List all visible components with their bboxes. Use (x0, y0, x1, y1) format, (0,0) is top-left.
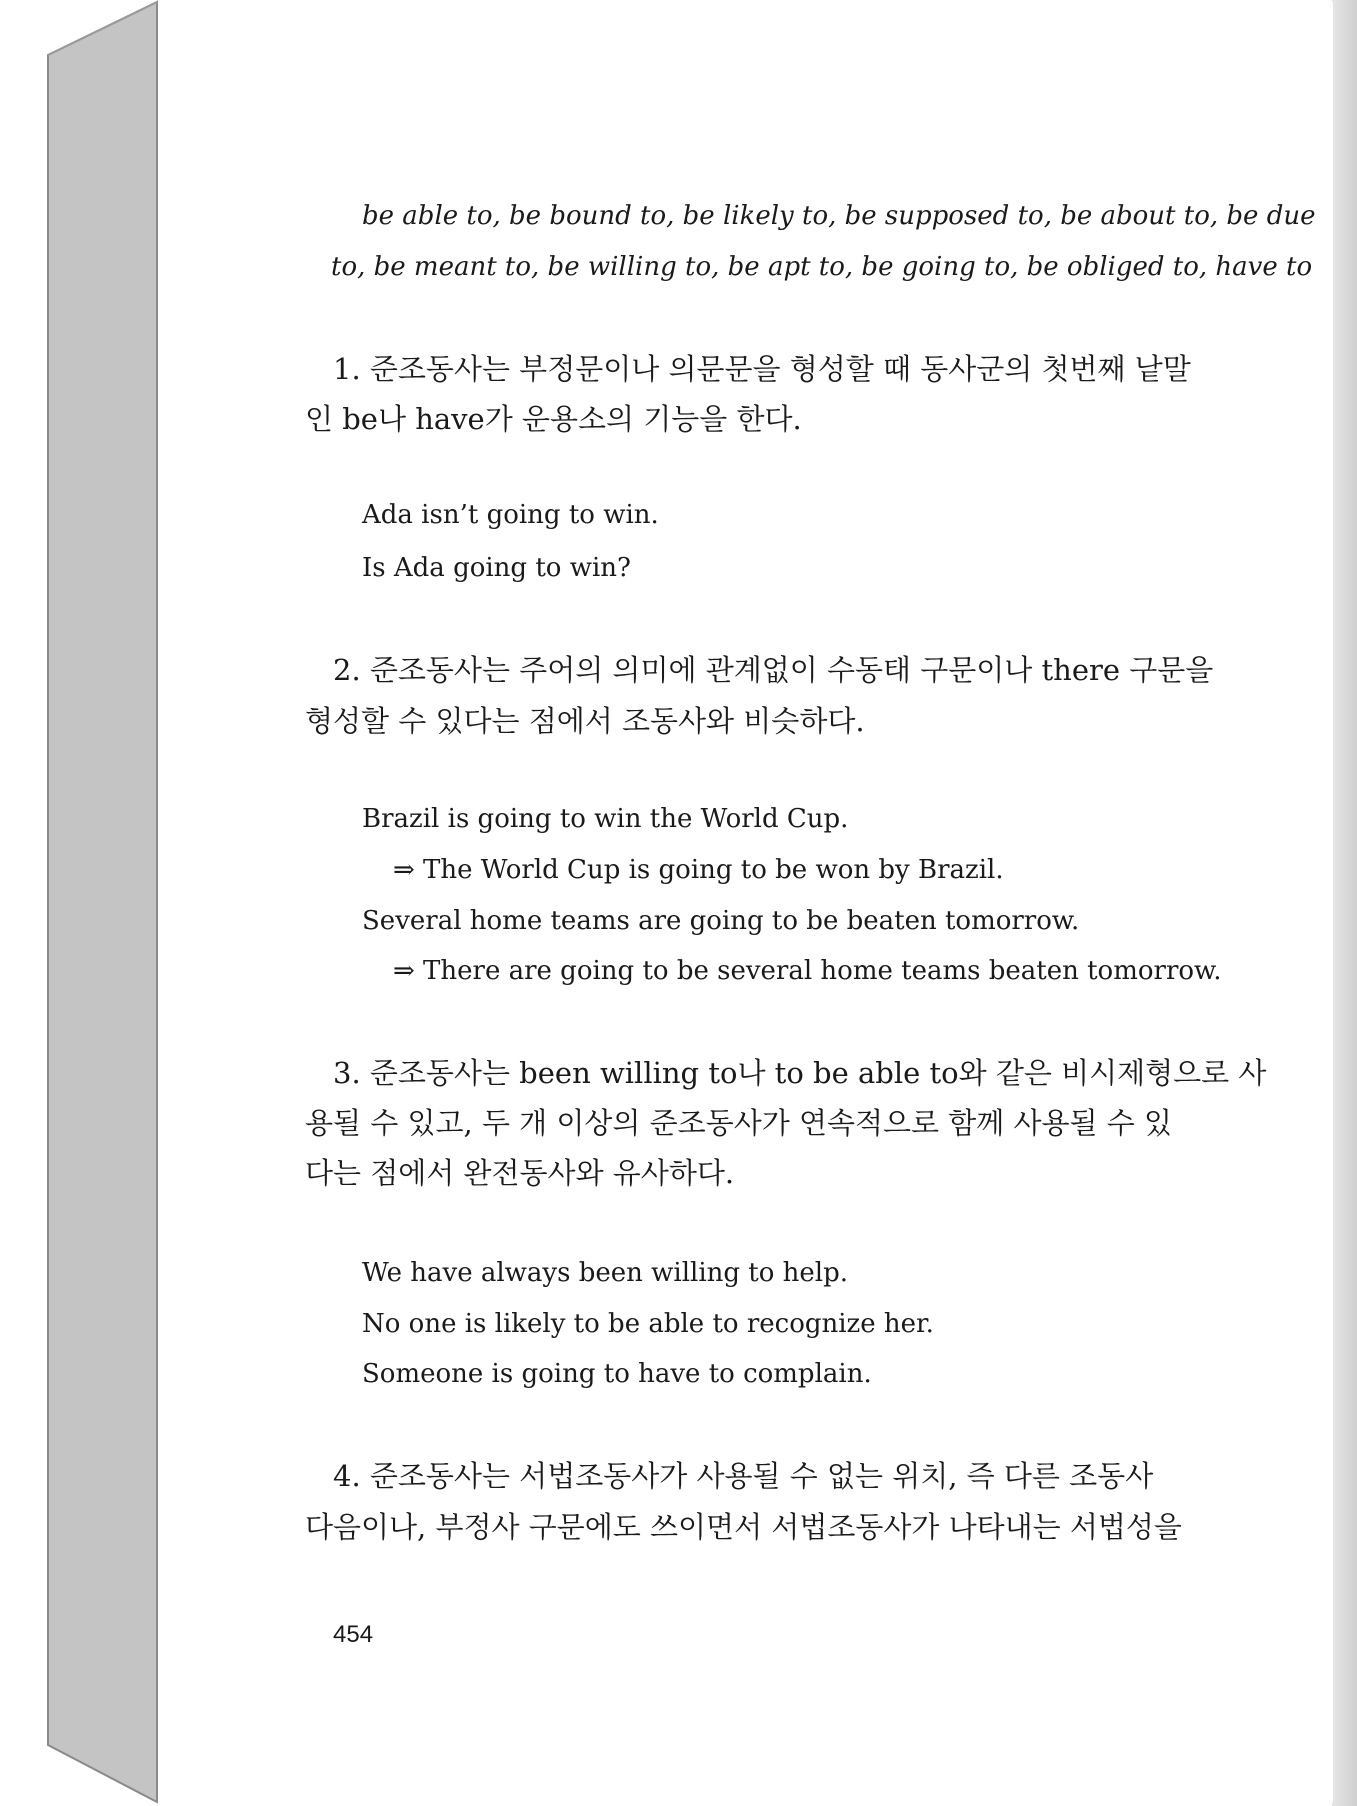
example-text: ⇒ There are going to be several home teams beaten tomorrow. (393, 956, 1222, 986)
page-number: 454 (333, 1621, 374, 1648)
section-3-line-3: 다는 점에서 완전동사와 유사하다. (305, 1156, 735, 1190)
book-page (157, 2, 1333, 1802)
section-3-line-2: 용될 수 있고, 두 개 이상의 준조동사가 연속적으로 함께 사용될 수 있 (305, 1106, 1172, 1140)
example-text: Brazil is going to win the World Cup. (362, 804, 849, 834)
book-spine (0, 0, 160, 1806)
example-text: Is Ada going to win? (362, 553, 631, 583)
section-1-line-1: 1. 준조동사는 부정문이나 의문문을 형성할 때 동사군의 첫번째 낱말 (333, 352, 1191, 386)
section-2-line-1: 2. 준조동사는 주어의 의미에 관계없이 수동태 구문이나 there 구문을 (333, 653, 1214, 687)
intro-list-line-2: to, be meant to, be willing to, be apt to, be going to, be obliged to, have to (331, 252, 1313, 282)
example-text: Someone is going to have to complain. (362, 1359, 872, 1389)
example-text: We have always been willing to help. (362, 1258, 849, 1288)
example-text: Several home teams are going to be beaten tomorrow. (362, 906, 1080, 936)
example-text: No one is likely to be able to recognize her. (362, 1309, 934, 1339)
example-text: ⇒ The World Cup is going to be won by Brazil. (393, 855, 1004, 885)
section-4-line-2: 다음이나, 부정사 구문에도 쓰이면서 서법조동사가 나타내는 서법성을 (305, 1510, 1182, 1544)
section-1-line-2: 인 be나 have가 운용소의 기능을 한다. (305, 402, 802, 436)
page-edge-shadow (1332, 0, 1357, 1806)
example-text: Ada isn’t going to win. (362, 500, 659, 530)
section-2-line-2: 형성할 수 있다는 점에서 조동사와 비슷하다. (305, 704, 865, 738)
intro-list-line-1: be able to, be bound to, be likely to, be supposed to, be about to, be due (362, 201, 1316, 231)
section-4-line-1: 4. 준조동사는 서법조동사가 사용될 수 없는 위치, 즉 다른 조동사 (333, 1459, 1154, 1493)
section-3-line-1: 3. 준조동사는 been willing to나 to be able to와 같은 비시제형으로 사 (333, 1056, 1267, 1090)
